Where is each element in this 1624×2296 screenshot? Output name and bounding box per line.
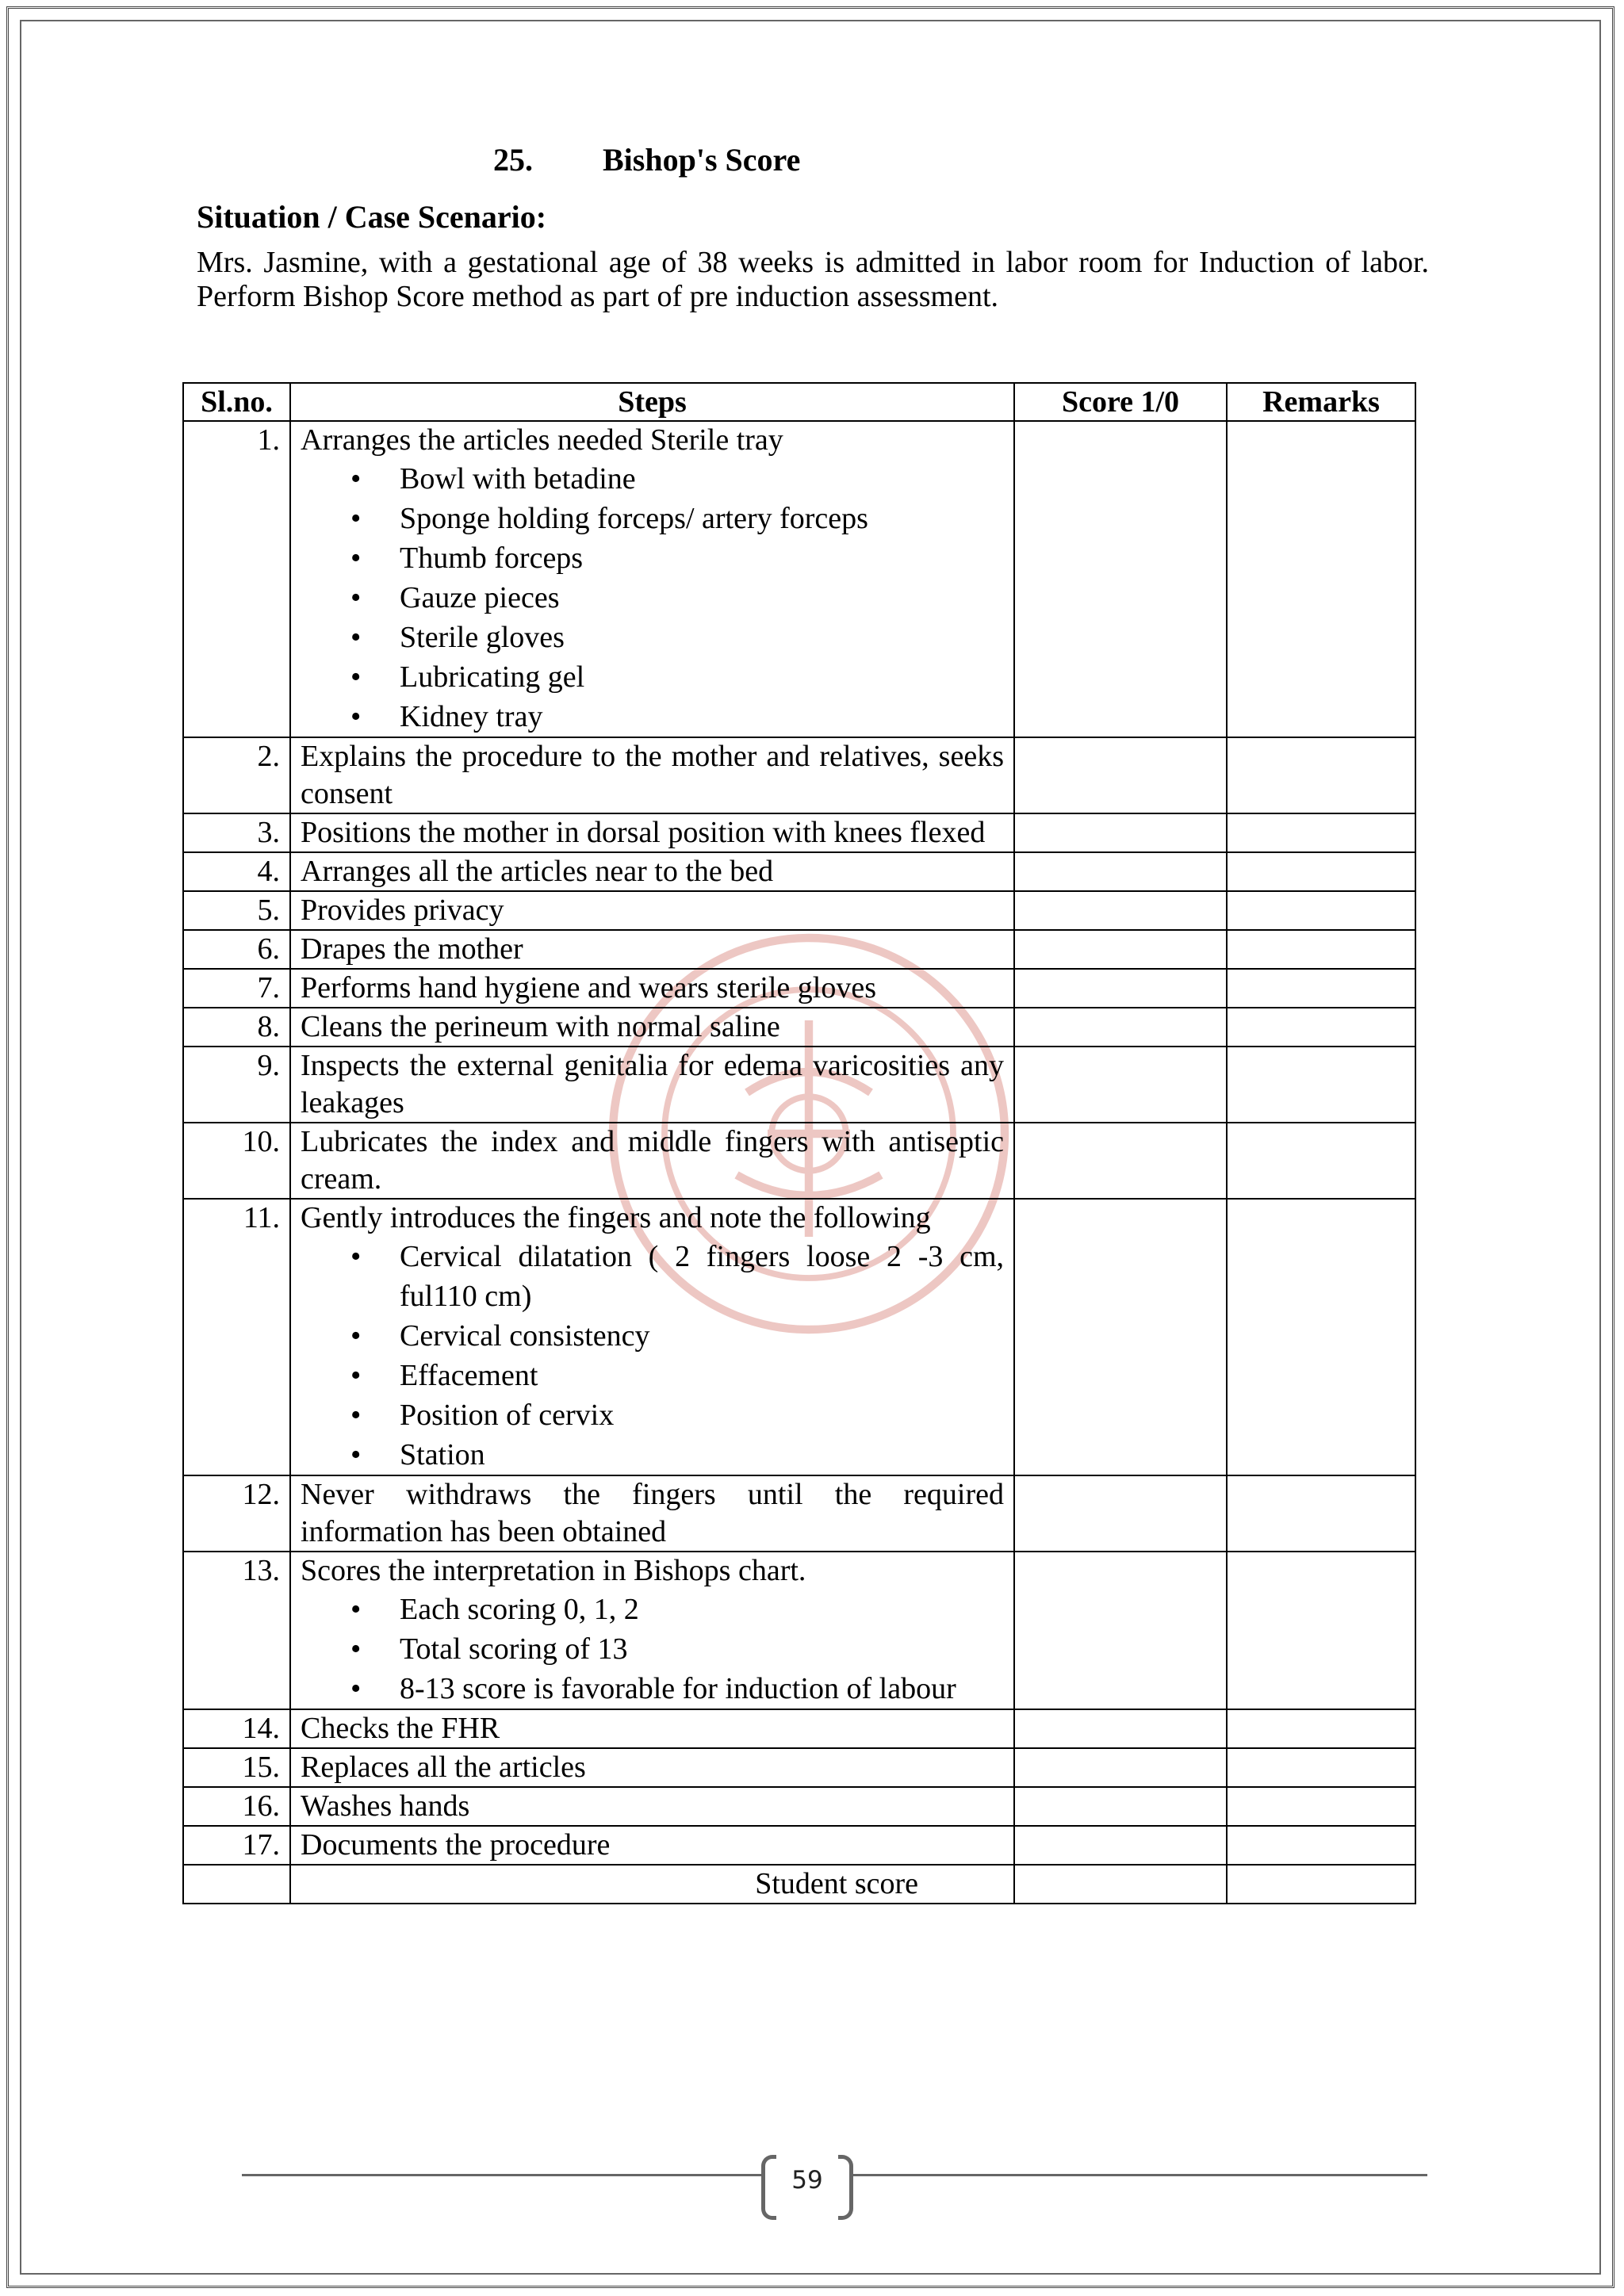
header-slno: Sl.no. (183, 383, 290, 421)
remarks-cell[interactable] (1227, 891, 1415, 930)
step-text: Washes hands (301, 1789, 470, 1823)
remarks-cell[interactable] (1227, 1047, 1415, 1123)
table-row (183, 737, 1415, 813)
step-bullet-item: • Cervical dilatation ( 2 fingers loose 2 -3 cm, ful110 cm) (400, 1237, 1004, 1316)
remarks-cell[interactable] (1227, 1123, 1415, 1199)
step-text: Lubricates the index and middle fingers with antiseptic cream. (301, 1125, 1004, 1196)
table-row (183, 1123, 1415, 1199)
step-bullet-item: • Position of cervix (400, 1395, 1004, 1435)
table-row (183, 1199, 1415, 1475)
row-number: 17. (183, 1826, 290, 1865)
table-row (183, 891, 1415, 930)
row-number: 14. (183, 1709, 290, 1748)
row-step (290, 930, 1014, 969)
step-bullet-item: • Bowl with betadine (400, 459, 1004, 499)
step-text: Inspects the external genitalia for edema varicosities any leakages (301, 1049, 1004, 1119)
score-cell[interactable] (1014, 1199, 1227, 1475)
table-row (183, 1552, 1415, 1709)
table-row (183, 1826, 1415, 1865)
row-step (290, 737, 1014, 813)
step-text: Documents the procedure (301, 1828, 611, 1862)
score-cell[interactable] (1014, 1826, 1227, 1865)
step-bullet-list (301, 459, 1004, 737)
step-bullet-item: • Gauze pieces (400, 578, 1004, 618)
student-score-row (183, 1865, 1415, 1904)
student-score-label: Student score (290, 1865, 1014, 1904)
table-row (183, 1748, 1415, 1787)
row-number: 15. (183, 1748, 290, 1787)
step-text: Replaces all the articles (301, 1751, 586, 1784)
remarks-cell[interactable] (1227, 930, 1415, 969)
step-text: Never withdraws the fingers until the required information has been obtained (301, 1478, 1004, 1548)
remarks-cell[interactable] (1227, 1008, 1415, 1047)
row-step (290, 1123, 1014, 1199)
score-cell[interactable] (1014, 891, 1227, 930)
remarks-cell[interactable] (1227, 969, 1415, 1008)
step-text: Arranges all the articles near to the bed (301, 855, 774, 888)
row-number: 7. (183, 969, 290, 1008)
row-step (290, 891, 1014, 930)
remarks-cell[interactable] (1227, 737, 1415, 813)
footer-rule-left (242, 2174, 761, 2176)
row-step (290, 1826, 1014, 1865)
step-bullet-item: • Each scoring 0, 1, 2 (400, 1590, 1004, 1629)
student-score-remarks[interactable] (1227, 1865, 1415, 1904)
step-bullet-item: • Effacement (400, 1356, 1004, 1395)
table-row (183, 1475, 1415, 1552)
remarks-cell[interactable] (1227, 1475, 1415, 1552)
table-header-row (183, 383, 1415, 421)
score-cell[interactable] (1014, 421, 1227, 737)
row-step (290, 852, 1014, 891)
score-cell[interactable] (1014, 1748, 1227, 1787)
table-row (183, 1787, 1415, 1826)
student-score-value[interactable] (1014, 1865, 1227, 1904)
remarks-cell[interactable] (1227, 852, 1415, 891)
step-bullet-item: • Thumb forceps (400, 538, 1004, 578)
step-text: Gently introduces the fingers and note the following (301, 1201, 931, 1234)
remarks-cell[interactable] (1227, 1199, 1415, 1475)
remarks-cell[interactable] (1227, 1787, 1415, 1826)
remarks-cell[interactable] (1227, 421, 1415, 737)
score-cell[interactable] (1014, 1475, 1227, 1552)
row-number: 9. (183, 1047, 290, 1123)
header-remarks: Remarks (1227, 383, 1415, 421)
header-steps: Steps (290, 383, 1014, 421)
step-text: Scores the interpretation in Bishops chart. (301, 1554, 806, 1587)
row-step (290, 421, 1014, 737)
row-number: 1. (183, 421, 290, 737)
row-number: 3. (183, 813, 290, 852)
row-step (290, 1748, 1014, 1787)
step-bullet-item: • Sterile gloves (400, 618, 1004, 657)
step-bullet-item: • Kidney tray (400, 697, 1004, 737)
table-row (183, 969, 1415, 1008)
checklist-table (182, 382, 1416, 1904)
page-number-box (761, 2155, 853, 2212)
table-row (183, 1047, 1415, 1123)
score-cell[interactable] (1014, 1709, 1227, 1748)
table-row (183, 813, 1415, 852)
row-number: 10. (183, 1123, 290, 1199)
row-step (290, 1552, 1014, 1709)
remarks-cell[interactable] (1227, 1826, 1415, 1865)
step-text: Performs hand hygiene and wears sterile gloves (301, 971, 877, 1004)
row-step (290, 1709, 1014, 1748)
section-title: Bishop's Score (603, 142, 801, 178)
score-cell[interactable] (1014, 1008, 1227, 1047)
score-cell[interactable] (1014, 1552, 1227, 1709)
score-cell[interactable] (1014, 1123, 1227, 1199)
row-step (290, 1199, 1014, 1475)
score-cell[interactable] (1014, 969, 1227, 1008)
score-cell[interactable] (1014, 930, 1227, 969)
page-number: 59 (791, 2166, 823, 2195)
row-number: 4. (183, 852, 290, 891)
step-text: Checks the FHR (301, 1712, 500, 1745)
step-bullet-item: • Station (400, 1435, 1004, 1475)
score-cell[interactable] (1014, 737, 1227, 813)
step-bullet-item: • Total scoring of 13 (400, 1629, 1004, 1669)
row-number: 8. (183, 1008, 290, 1047)
table-row (183, 852, 1415, 891)
table-row (183, 1008, 1415, 1047)
step-bullet-item: • 8-13 score is favorable for induction of labour (400, 1669, 1004, 1709)
row-step (290, 1008, 1014, 1047)
step-bullet-item: • Lubricating gel (400, 657, 1004, 697)
step-text: Positions the mother in dorsal position with knees flexed (301, 816, 986, 849)
step-bullet-list (301, 1237, 1004, 1475)
step-text: Arranges the articles needed Sterile tray (301, 423, 783, 457)
header-score: Score 1/0 (1014, 383, 1227, 421)
step-text: Drapes the mother (301, 932, 523, 966)
score-cell[interactable] (1014, 1047, 1227, 1123)
row-step (290, 1047, 1014, 1123)
remarks-cell[interactable] (1227, 1748, 1415, 1787)
row-number: 2. (183, 737, 290, 813)
table-row (183, 1709, 1415, 1748)
step-bullet-item: • Cervical consistency (400, 1316, 1004, 1356)
student-score-sl (183, 1865, 290, 1904)
table-row (183, 421, 1415, 737)
remarks-cell[interactable] (1227, 1552, 1415, 1709)
row-number: 5. (183, 891, 290, 930)
step-text: Cleans the perineum with normal saline (301, 1010, 780, 1043)
section-number: 25. (493, 142, 533, 178)
row-step (290, 813, 1014, 852)
row-number: 6. (183, 930, 290, 969)
row-number: 12. (183, 1475, 290, 1552)
row-number: 16. (183, 1787, 290, 1826)
score-cell[interactable] (1014, 852, 1227, 891)
row-step (290, 1475, 1014, 1552)
remarks-cell[interactable] (1227, 1709, 1415, 1748)
step-text: Explains the procedure to the mother and relatives, seeks consent (301, 740, 1004, 810)
step-bullet-list (301, 1590, 1004, 1709)
remarks-cell[interactable] (1227, 813, 1415, 852)
row-step (290, 969, 1014, 1008)
row-number: 11. (183, 1199, 290, 1475)
case-scenario: Mrs. Jasmine, with a gestational age of 38 weeks is admitted in labor room for Induction of labor. Perform Bishop Score method as part of pre induction assessment. (197, 246, 1429, 313)
step-text: Provides privacy (301, 894, 504, 927)
step-bullet-item: • Sponge holding forceps/ artery forceps (400, 499, 1004, 538)
row-step (290, 1787, 1014, 1826)
situation-label: Situation / Case Scenario: (197, 199, 547, 235)
row-number: 13. (183, 1552, 290, 1709)
score-cell[interactable] (1014, 1787, 1227, 1826)
table-row (183, 930, 1415, 969)
score-cell[interactable] (1014, 813, 1227, 852)
footer-rule-right (853, 2174, 1427, 2176)
